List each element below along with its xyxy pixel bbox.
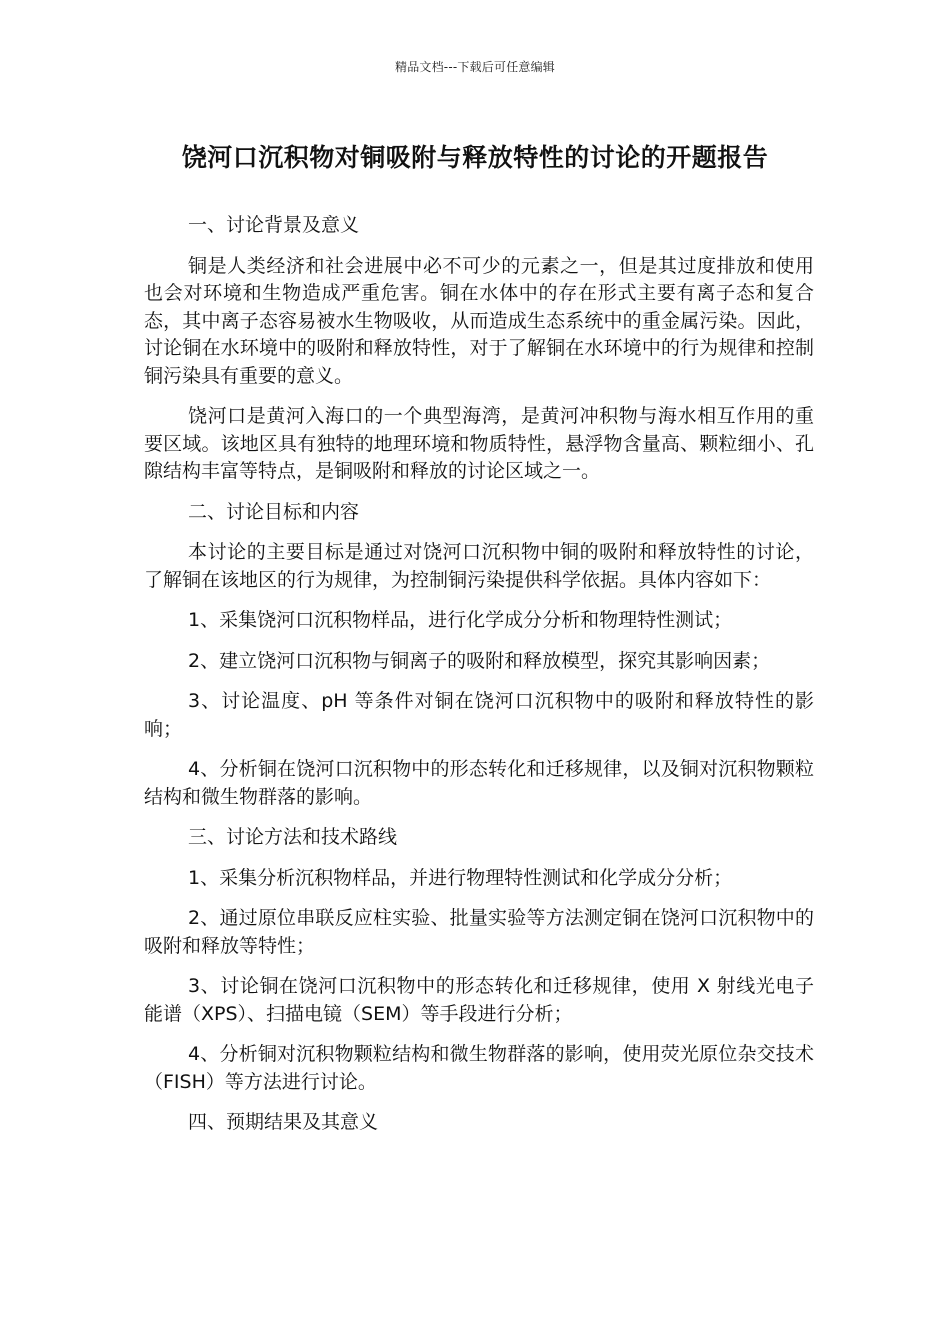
- section-heading-objectives: 二、讨论目标和内容: [188, 500, 360, 523]
- list-item-content-4: 4、分析铜在饶河口沉积物中的形态转化和迁移规律，以及铜对沉积物颗粒结构和微生物群落的影响。: [144, 758, 814, 808]
- list-item-content-1: 1、采集饶河口沉积物样品，进行化学成分分析和物理特性测试；: [188, 609, 733, 631]
- paragraph-raohekou-description: 饶河口是黄河入海口的一个典型海湾，是黄河冲积物与海水相互作用的重要区域。该地区具有独特的地理环境和物质特性，悬浮物含量高、颗粒细小、孔隙结构丰富等特点，是铜吸附和释放的讨论区域之一。: [144, 405, 814, 482]
- document-body: [144, 212, 814, 1150]
- list-item-method-2: 2、通过原位串联反应柱实验、批量实验等方法测定铜在饶河口沉积物中的吸附和释放等特性；: [144, 907, 814, 957]
- section-heading-methods: 三、讨论方法和技术路线: [188, 826, 398, 848]
- list-item-method-1: 1、采集分析沉积物样品，并进行物理特性测试和化学成分分析；: [188, 866, 733, 889]
- list-item-content-2: 2、建立饶河口沉积物与铜离子的吸附和释放模型，探究其影响因素；: [188, 649, 771, 672]
- section-heading-background: 一、讨论背景及意义: [188, 214, 360, 236]
- paragraph-copper-importance: 铜是人类经济和社会进展中必不可少的元素之一，但是其过度排放和使用也会对环境和生物造成严重危害。铜在水体中的存在形式主要有离子态和复合态，其中离子态容易被水生物吸收，从而造成生态系统中的重金属污染。因此，讨论铜在水环境中的吸附和释放特性，对于了解铜在水环境中的行为规律和控制铜污染具有重要的意义。: [144, 254, 814, 387]
- document-title: 饶河口沉积物对铜吸附与释放特性的讨论的开题报告: [181, 143, 769, 172]
- paragraph-objectives-intro: 本讨论的主要目标是通过对饶河口沉积物中铜的吸附和释放特性的讨论，了解铜在该地区的行为规律，为控制铜污染提供科学依据。具体内容如下：: [144, 541, 814, 591]
- header-note: 精品文档---下载后可任意编辑: [395, 60, 555, 74]
- list-item-method-3: 3、讨论铜在饶河口沉积物中的形态转化和迁移规律，使用 X 射线光电子能谱（XPS）、扫描电镜（SEM）等手段进行分析；: [144, 975, 814, 1025]
- list-item-content-3: 3、讨论温度、pH 等条件对铜在饶河口沉积物中的吸附和释放特性的影响；: [144, 690, 814, 740]
- section-heading-expected-results: 四、预期结果及其意义: [188, 1111, 379, 1133]
- list-item-method-4: 4、分析铜对沉积物颗粒结构和微生物群落的影响，使用荧光原位杂交技术（FISH）等方法进行讨论。: [144, 1043, 814, 1093]
